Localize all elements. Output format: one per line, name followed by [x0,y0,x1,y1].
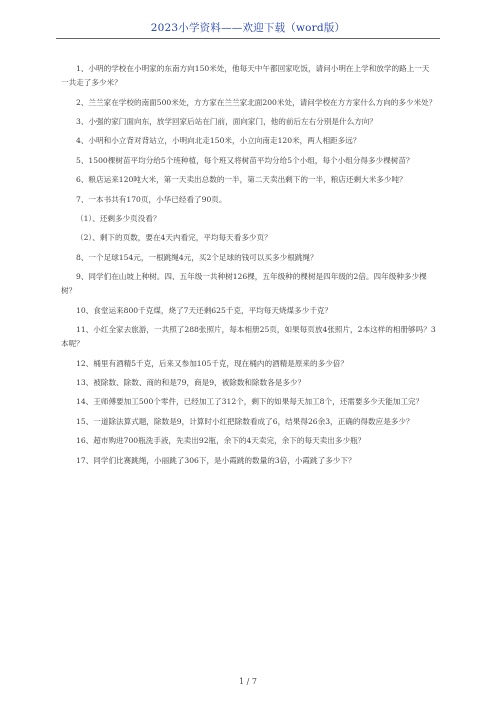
question-15: 15、一道除法算式题，除数是9，计算时小红把除数看成了6，结果得26余3，正确的得数应是多少？ [76,416,414,426]
question-11: 11、小红全家去旅游，一共照了288张照片，每本相册25页，如果每页放4张照片，2本这样的相册够吗？3本呢？ [61,325,436,349]
question-5: 5、1500棵树苗平均分给5个班种植，每个班又将树苗平均分给5个小组，每个小组分得多少棵树苗？ [76,155,414,165]
question-1: 1、小明的学校在小明家的东南方向150米处，他每天中午都回家吃饭，请问小明在上学和放学的路上一天一共走了多少米？ [61,64,430,88]
page-header-title: 2023小学资料——欢迎下载（word版） [150,22,346,34]
question-17: 17、同学们比赛跳绳，小丽跳了306下，是小霞跳的数量的3倍，小霞跳了多少下？ [76,455,356,465]
question-3: 3、小强的家门面向东，放学回家后站在门前，面向家门，他的前后左右分别是什么方向？ [76,116,377,126]
question-12: 12、桶里有酒精5千克，后来又参加105千克，现在桶内的酒精是原来的多少倍？ [76,358,348,368]
question-14: 14、王师傅要加工500个零件，已经加工了312个，剩下的如果每天加工8个，还需要多少天能加工完？ [76,397,424,407]
question-2: 2、兰兰家在学校的南面500米处，方方家在兰兰家北面200米处，请问学校在方方家什么方向的多少米处？ [76,97,437,107]
question-7-part-2: （2）、剩下的页数，要在4天内看完，平均每天看多少页？ [76,233,272,243]
question-13: 13、被除数、除数、商的和是79，商是9，被除数和除数各是多少？ [76,378,306,388]
question-10: 10、食堂运来800千克煤，烧了7天还剩625千克，平均每天烧煤多少千克？ [76,305,333,315]
question-8: 8、一个足球154元，一根跳绳4元，买2个足球的钱可以买多少根跳绳？ [76,252,318,262]
question-4: 4、小明和小立背对背站立，小明向北走150米，小立向南走120米，两人相距多远？ [76,136,361,146]
page-number: 1 / 7 [239,677,257,686]
question-list [61,62,437,473]
header-divider [56,38,440,39]
question-7: 7、一本书共有170页，小华已经看了90页。 [76,194,227,204]
question-16: 16、超市购进700瓶洗手液，先卖出92瓶，余下的4天卖完，余下的每天卖出多少瓶？ [76,436,366,446]
question-6: 6、粮店运来120吨大米，第一天卖出总数的一半，第二天卖出剩下的一半，粮店还剩大米多少吨？ [76,175,407,185]
question-7-part-1: （1）、还剩多少页没看？ [76,213,161,223]
question-9: 9、同学们在山坡上种树。四、五年级一共种树126棵，五年级种的棵树是四年级的2倍。四年级种多少棵树？ [61,272,427,296]
